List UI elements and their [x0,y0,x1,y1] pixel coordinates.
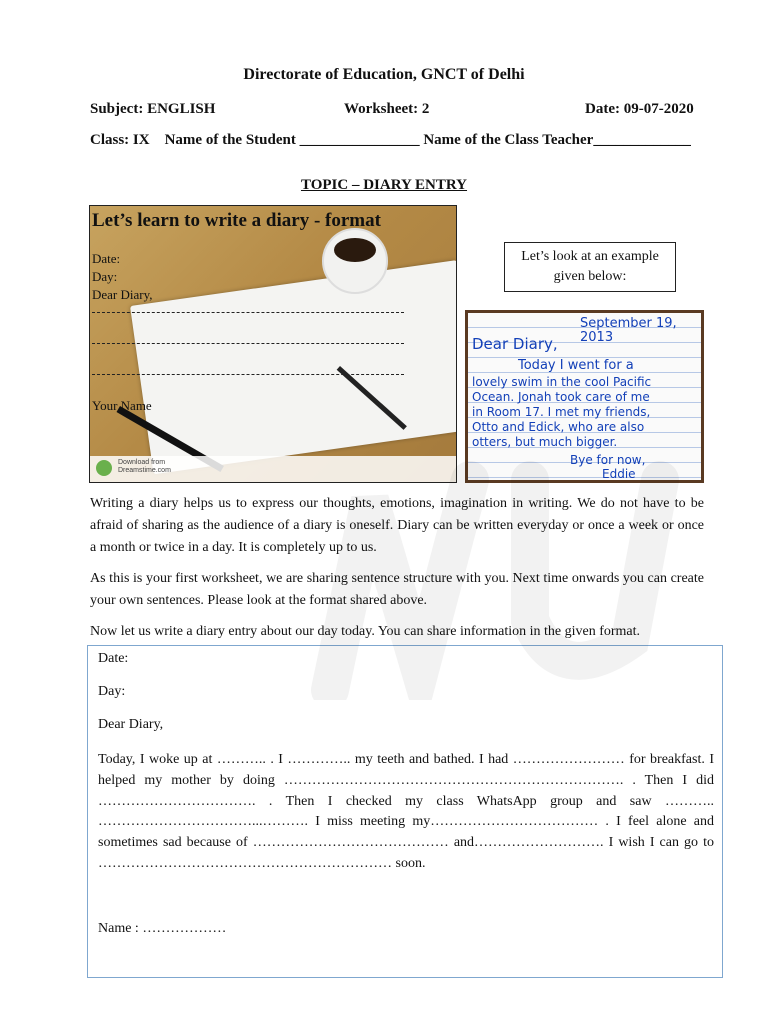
example-name: Eddie [602,467,636,481]
instruction-paragraph: As this is your first worksheet, we are sharing sentence structure with you. Next time onwards you can create your own sentences. Please look at the format shared above. [90,571,704,608]
form-greeting: Dear Diary, [98,717,164,732]
download-credit [118,459,171,475]
format-title: Let’s learn to write a diary - format [92,210,381,231]
example-body-line: Ocean. Jonah took care of me [472,390,650,404]
example-date: September 19, 2013 [580,316,677,345]
example-label-box: Let’s look at an example given below: [504,242,676,292]
example-body-line: Today I went for a [518,358,634,373]
example-body-line: in Room 17. I met my friends, [472,405,651,419]
format-date: Date: [92,251,121,266]
page-title: Directorate of Education, GNCT of Delhi [243,66,525,83]
form-day: Day: [98,684,126,699]
coffee-graphic [334,238,376,262]
form-body: Today, I woke up at ……….. . I ………….. my teeth and bathed. I had …………………… for breakfast. I helped my mother by doing ………………………………………………………………. . Then I did ……………………………. . Then I checked my class WhatsApp group and saw ……….. ……………………………...………. I miss meeting my……………………………… . I feel alone and sometimes sad because of …………………………………… and………………………. I wish I can go to ……………………………………………………… soon. [98,752,714,871]
example-diary-image [465,310,704,483]
diary-format-image [89,205,457,483]
format-rule [92,374,404,375]
format-signoff: Your Name [92,398,152,413]
form-name: Name : ……………… [98,921,227,936]
task-paragraph: Now let us write a diary entry about our day today. You can share information in the given format. [90,624,641,639]
example-body-line: lovely swim in the cool Pacific [472,375,652,389]
lined-paper [468,313,701,480]
example-greeting: Dear Diary, [472,335,558,353]
download-line1: Download from [118,459,166,466]
format-rule [92,312,404,313]
worksheet-label: Worksheet: 2 [344,101,430,117]
date-label: Date: 09-07-2020 [585,101,694,117]
class-line: Class: IX Name of the Student ________________ Name of the Class Teacher_____________ [90,132,691,148]
intro-paragraph: Writing a diary helps us to express our thoughts, emotions, imagination in writing. We do not have to be afraid of sharing as the audience of a diary is oneself. Diary can be written everyday or once a week or once a month or twice in a day. It is completely up to us. [90,496,704,555]
format-rule [92,343,404,344]
example-closing: Bye for now, [570,453,646,467]
form-date: Date: [98,651,129,666]
example-body-line: Otto and Edick, who are also [472,420,645,434]
format-greeting: Dear Diary, [92,287,153,302]
example-body-line: otters, but much bigger. [472,435,618,449]
topic-heading: TOPIC – DIARY ENTRY [300,177,468,193]
subject-label: Subject: ENGLISH [90,101,216,117]
dreamstime-logo-icon [96,460,112,476]
format-day: Day: [92,269,118,284]
download-line2: Dreamstime.com [118,467,171,474]
